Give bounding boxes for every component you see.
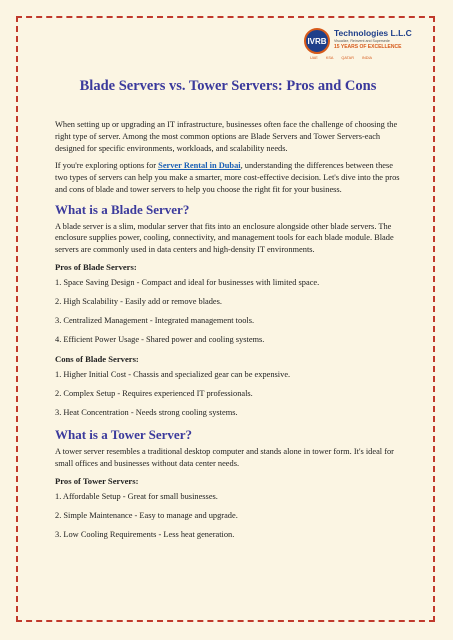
- rental-text-before: If you're exploring options for: [55, 161, 159, 171]
- logo-regions: [310, 56, 372, 60]
- server-rental-link[interactable]: Server Rental in Dubai: [158, 161, 241, 171]
- tower-description: A tower server resembles a traditional desktop computer and stands alone in tower form. It's ideal for small offices and businesses without data center needs.: [55, 447, 394, 469]
- document-body: [55, 78, 401, 549]
- page-title: Blade Servers vs. Tower Servers: Pros and Cons: [79, 78, 377, 94]
- blade-description: A blade server is a slim, modular server that fits into an enclosure alongside other blade servers. The enclosure supplies power, cooling, connectivity, and management tools for each blade module. Blade servers are commonly used in data centers and high-density IT environments.: [55, 221, 394, 255]
- logo-region: INDIA: [361, 56, 373, 60]
- blade-pro-item: 2. High Scalability - Easily add or remove blades.: [55, 296, 222, 306]
- blade-cons-heading: Cons of Blade Servers:: [55, 354, 139, 365]
- tower-pro-item: 3. Low Cooling Requirements - Less heat generation.: [55, 530, 235, 540]
- logo-region: KSA: [325, 56, 334, 60]
- blade-pros-heading: Pros of Blade Servers:: [55, 261, 137, 272]
- logo-tagline: Visualize, Reinvent and Supersede: [334, 39, 390, 43]
- logo-region: QATAR: [341, 56, 354, 60]
- logo-badge-icon: IVRB: [304, 28, 330, 54]
- blade-con-item: 1. Higher Initial Cost - Chassis and specialized gear can be expensive.: [55, 370, 291, 380]
- blade-heading: What is a Blade Server?: [55, 201, 190, 217]
- blade-pro-item: 4. Efficient Power Usage - Shared power and cooling systems.: [55, 335, 265, 345]
- company-logo: [304, 24, 428, 66]
- blade-con-item: 3. Heat Concentration - Needs strong cooling systems.: [55, 408, 238, 418]
- tower-pro-item: 1. Affordable Setup - Great for small businesses.: [55, 491, 218, 501]
- logo-years-excellence: 15 YEARS OF EXCELLENCE: [334, 44, 402, 50]
- logo-company-name: Technologies L.L.C: [334, 28, 412, 38]
- blade-con-item: 2. Complex Setup - Requires experienced IT professionals.: [55, 389, 253, 399]
- blade-pro-item: 1. Space Saving Design - Compact and ideal for businesses with limited space.: [55, 277, 320, 287]
- blade-pro-item: 3. Centralized Management - Integrated management tools.: [55, 316, 255, 326]
- rental-text-after: , understanding the differences between these two types of servers can help you make a smarter, more cost-effective decision. Let's dive into the pros and cons of blade and tower servers to help you choose the right fit for your business.: [55, 161, 400, 194]
- tower-heading: What is a Tower Server?: [55, 427, 192, 443]
- logo-region: UAE: [310, 56, 318, 60]
- intro-paragraph: When setting up or upgrading an IT infrastructure, businesses often face the challenge of choosing the right type of server. Among the most common options are Blade Servers and Tower Servers-each designed for specific environments, workloads, and scalability needs.: [55, 120, 398, 153]
- tower-pro-item: 2. Simple Maintenance - Easy to manage and upgrade.: [55, 511, 238, 521]
- tower-pros-heading: Pros of Tower Servers:: [55, 475, 139, 486]
- rental-paragraph: [55, 160, 401, 195]
